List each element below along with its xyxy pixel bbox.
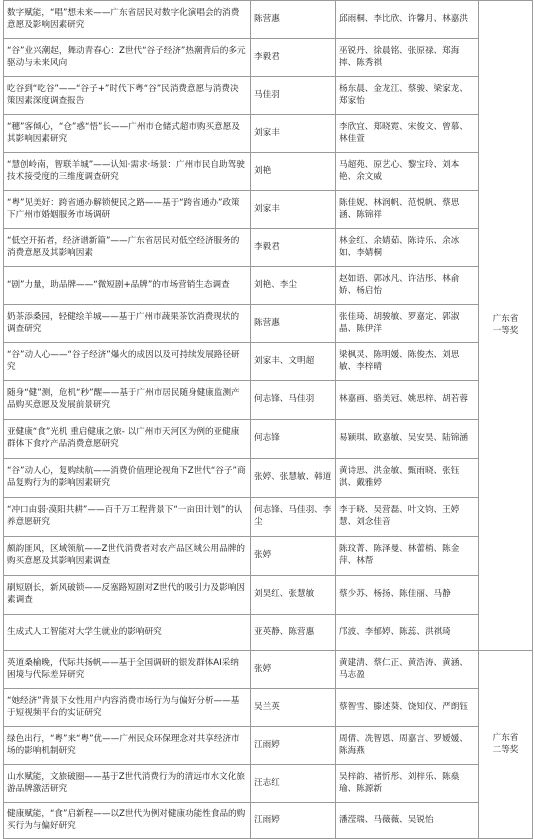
project-title-cell: 生成式人工智能对大学生就业的影响研究 [4,615,251,651]
members-cell: 梁枫灵、陈明媛、陈俊杰、刘思敏、李梓晴 [336,343,479,381]
members-cell: 蔡智雪、滕述葵、饶知仪、严朗钰 [336,689,479,727]
advisor-cell: 刘家丰 [251,191,336,229]
project-title-cell: “粤”见美好：跨省通办解锁便民之路——基于“跨省通办”政策下广州市婚姻服务市场调研 [4,191,251,229]
advisor-cell: 吴兰英 [251,689,336,727]
table-row [4,229,533,267]
table-row [4,153,533,191]
project-title-cell: 英道桑榆晚，代际共扬帆——基于全国调研的银发群体AI采纳困境与代际差异研究 [4,651,251,689]
advisor-cell: 张婷、张慧敏、韩道 [251,459,336,498]
advisor-cell: 江雨婷 [251,727,336,765]
members-cell: 陈玟菁、陈泽曼、林蕾梢、陈金萍、林帮 [336,537,479,576]
award-level-cell: 广东省 二等奖 [479,651,533,839]
advisor-cell: 刘家丰 [251,115,336,153]
advisor-cell: 刘艳、李尘 [251,267,336,305]
project-title-cell: “她经济”背景下女性用户内容消费市场行为与偏好分析——基于短视频平台的实证研究 [4,689,251,727]
advisor-cell: 陈营惠 [251,1,336,39]
table-row [4,381,533,420]
advisor-cell: 江雨婷 [251,803,336,839]
advisor-cell: 李毅君 [251,39,336,77]
table-row [4,420,533,459]
project-title-cell: “低空开拓者，经济谱新篇”——广东省居民对低空经济服务的消费意愿及其影响因素 [4,229,251,267]
members-cell: 陈佳妮、林润帆、范悦帆、蔡思涵、陈锦祥 [336,191,479,229]
advisor-cell: 陈营惠 [251,305,336,343]
members-cell: 蔡少苏、杨扬、陈佳丽、马静 [336,576,479,615]
table-row [4,576,533,615]
table-row [4,615,533,651]
project-title-cell: “穗”客倾心，“仓”惑“悟”长——广州市仓储式超市购买意愿及其影响因素研究 [4,115,251,153]
advisor-cell: 马佳羽 [251,77,336,115]
project-title-cell: “谷”业兴潮起，舞动青春心：Z世代“谷子经济”热潮背后的多元驱动与未来风向 [4,39,251,77]
project-title-cell: 绿色出行，“粤”来“粤”优——广州民众环保理念对共享经济市场的影响机制研究 [4,727,251,765]
project-title-cell: 奶茶添桑园，轻健绘羊城——基于广州市蔬果茶饮消费现状的调查研究 [4,305,251,343]
members-cell: 张佳琦、胡骏敏、罗嘉定、郭淑晶、陈伊洋 [336,305,479,343]
project-title-cell: “谷”动人心——“谷子经济”爆火的成因以及可持续发展路径研究 [4,343,251,381]
members-cell: 黄建清、蔡仁正、黄浩涛、黄涵、马志盈 [336,651,479,689]
advisor-cell: 何志锋、马佳羽 [251,381,336,420]
project-title-cell: 山水赋能，文旅破圈——基于Z世代消费行为的清远市水文化旅游品牌激活研究 [4,765,251,803]
project-title-cell: 健康赋能，“食”启新程——以Z世代为例对健康功能性食品的购买行为与偏好研究 [4,803,251,839]
table-row [4,267,533,305]
project-title-cell: 随身“健”测，危机“秒”醒——基于广州市居民随身健康监测产品购买意愿及发展前景研究 [4,381,251,420]
members-cell: 赵如语、郭冰凡、许洁彤、林俞娇、杨启怡 [336,267,479,305]
project-title-cell: 颇韵匪风，区域领航——Z世代消费者对农产品区域公用品牌的购买意愿及其影响因素调查 [4,537,251,576]
advisor-cell: 亚英静、陈营惠 [251,615,336,651]
table-row [4,459,533,498]
advisor-cell: 汪志红 [251,765,336,803]
members-cell: 李欣宜、郑晓霓、宋俊文、曾慕、林佳萱 [336,115,479,153]
members-cell: 黄诗思、洪金敏、甄雨晓、张钰淇、戴雅婷 [336,459,479,498]
table-row [4,689,533,727]
award-level-cell: 广东省 一等奖 [479,1,533,651]
table-row [4,765,533,803]
members-cell: 马超苑、原艺心、黎宝玲、刘本艳、余文威 [336,153,479,191]
table-row [4,191,533,229]
members-cell: 巫锐丹、徐晨铭、张原禄、郑海摔、陈秀祺 [336,39,479,77]
members-cell: 邱雨桐、李比欣、许馨月、林嘉洪 [336,1,479,39]
awards-table-body [4,1,533,839]
awards-table [3,0,533,839]
project-title-cell: 吃谷到“吃谷”——“谷子+”时代下粤“谷”民消费意愿与消费决策因素深度调查报告 [4,77,251,115]
table-row [4,537,533,576]
members-cell: 林嘉画、骆美冠、姚思梓、胡若蓉 [336,381,479,420]
table-row [4,498,533,537]
members-cell: 周倩、冼智恩、周嘉言、罗嫒媛、陈海燕 [336,727,479,765]
table-row [4,727,533,765]
advisor-cell: 何志锋、马佳羽、李尘 [251,498,336,537]
table-row [4,39,533,77]
table-row [4,1,533,39]
advisor-cell: 刘昊红、张慧敏 [251,576,336,615]
project-title-cell: “谷”动人心，复购续航——消费价值理论视角下Z世代“谷子”商品复购行为的影响因素研究 [4,459,251,498]
project-title-cell: “剧”力量，助品牌——“微短剧+品牌”的市场营销生态调查 [4,267,251,305]
members-cell: 易颖琪、欧嘉敏、吴安昊、陆锦涵 [336,420,479,459]
table-row [4,803,533,839]
project-title-cell: “冲口由弱·漠阳共耕”——百千万工程背景下“一亩田计划”的认养意愿研究 [4,498,251,537]
project-title-cell: 数字赋能，“唱”想未来——广东省居民对数字化演唱会的消费意愿及影响因素研究 [4,1,251,39]
advisor-cell: 张婷 [251,651,336,689]
table-row [4,305,533,343]
advisor-cell: 刘艳 [251,153,336,191]
members-cell: 潘滢瑞、马薇薇、吴锐怡 [336,803,479,839]
table-row [4,343,533,381]
members-cell: 杨东晨、金龙江、蔡骏、梁家龙、郑家怡 [336,77,479,115]
table-row [4,77,533,115]
project-title-cell: “慧创岭南，智联羊城”——认知·需求·场景：广州市民自助驾驶技术接受度的三维度调查研究 [4,153,251,191]
members-cell: 邝波、李郁婷、陈蕊、洪祺琦 [336,615,479,651]
project-title-cell: 刷短剧长，新风破锁——反塞路短剧对Z世代的吸引力及影响因素调查 [4,576,251,615]
advisor-cell: 何志锋 [251,420,336,459]
members-cell: 林金红、余婧茹、陈诗乐、余冰如、李婧桐 [336,229,479,267]
advisor-cell: 张婷 [251,537,336,576]
members-cell: 吴梓韵、褚忻彤、刘梓乐、陈燊瑜、陈源新 [336,765,479,803]
advisor-cell: 李毅君 [251,229,336,267]
table-row [4,115,533,153]
members-cell: 李于晓、吴营磊、叶文钧、王婷慧、刘念佳音 [336,498,479,537]
project-title-cell: 亚健康“食”光机 重启健康之旅- 以广州市天河区为例的亚健康群体下食疗产品消费意愿研究 [4,420,251,459]
table-row [4,651,533,689]
advisor-cell: 刘家丰、文明超 [251,343,336,381]
